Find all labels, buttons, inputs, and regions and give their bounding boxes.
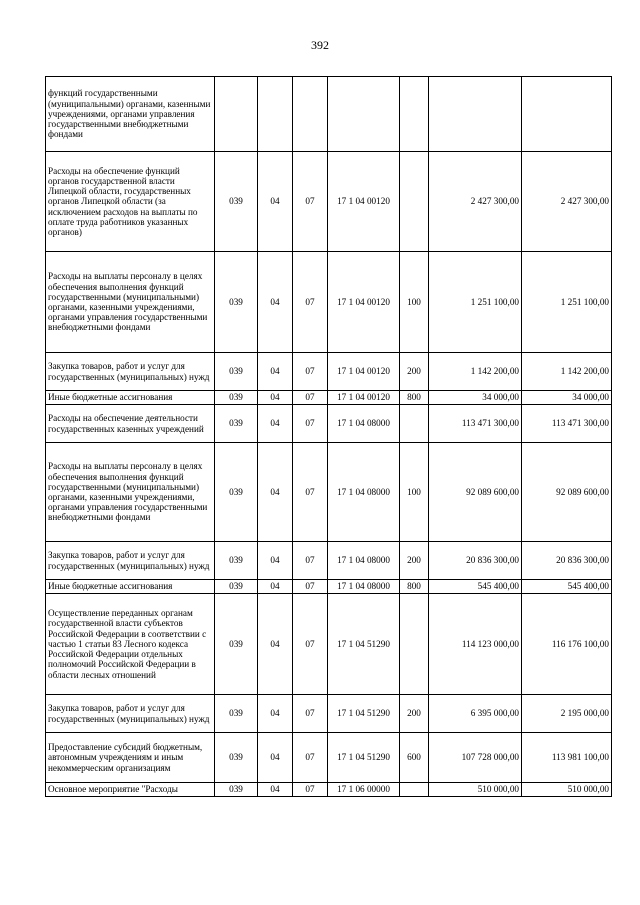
table-row bbox=[46, 391, 612, 405]
sum-first-year: 20 836 300,00 bbox=[429, 542, 522, 580]
target-code: 17 1 04 08000 bbox=[328, 580, 400, 594]
sum-second-year: 545 400,00 bbox=[522, 580, 612, 594]
sum-second-year: 2 427 300,00 bbox=[522, 152, 612, 252]
target-code: 17 1 06 00000 bbox=[328, 783, 400, 797]
subsection-code: 07 bbox=[293, 695, 328, 733]
expense-type-code: 800 bbox=[400, 580, 429, 594]
subsection-code: 07 bbox=[293, 542, 328, 580]
subsection-code: 07 bbox=[293, 594, 328, 695]
sum-second-year: 113 981 100,00 bbox=[522, 733, 612, 783]
admin-code: 039 bbox=[215, 391, 258, 405]
sum-first-year: 107 728 000,00 bbox=[429, 733, 522, 783]
row-name: Расходы на обеспечение деятельности государственных казенных учреждений bbox=[46, 405, 215, 443]
section-code: 04 bbox=[258, 695, 293, 733]
sum-second-year: 34 000,00 bbox=[522, 391, 612, 405]
sum-first-year: 6 395 000,00 bbox=[429, 695, 522, 733]
sum-second-year: 116 176 100,00 bbox=[522, 594, 612, 695]
table-row bbox=[46, 443, 612, 542]
subsection-code: 07 bbox=[293, 443, 328, 542]
sum-second-year: 92 089 600,00 bbox=[522, 443, 612, 542]
target-code: 17 1 04 08000 bbox=[328, 542, 400, 580]
table-row bbox=[46, 695, 612, 733]
admin-code: 039 bbox=[215, 783, 258, 797]
subsection-code: 07 bbox=[293, 353, 328, 391]
sum-second-year: 20 836 300,00 bbox=[522, 542, 612, 580]
admin-code: 039 bbox=[215, 405, 258, 443]
section-code: 04 bbox=[258, 443, 293, 542]
sum-first-year: 510 000,00 bbox=[429, 783, 522, 797]
sum-first-year: 545 400,00 bbox=[429, 580, 522, 594]
target-code: 17 1 04 08000 bbox=[328, 405, 400, 443]
section-code: 04 bbox=[258, 733, 293, 783]
expense-type-code bbox=[400, 594, 429, 695]
target-code: 17 1 04 00120 bbox=[328, 391, 400, 405]
admin-code: 039 bbox=[215, 152, 258, 252]
section-code bbox=[258, 77, 293, 152]
sum-second-year: 113 471 300,00 bbox=[522, 405, 612, 443]
row-name: Закупка товаров, работ и услуг для государственных (муниципальных) нужд bbox=[46, 542, 215, 580]
expense-type-code: 100 bbox=[400, 443, 429, 542]
admin-code: 039 bbox=[215, 252, 258, 353]
admin-code bbox=[215, 77, 258, 152]
row-name: Основное мероприятие "Расходы bbox=[46, 783, 215, 797]
row-name: Закупка товаров, работ и услуг для государственных (муниципальных) нужд bbox=[46, 695, 215, 733]
expense-type-code: 100 bbox=[400, 252, 429, 353]
target-code: 17 1 04 51290 bbox=[328, 594, 400, 695]
sum-first-year: 1 142 200,00 bbox=[429, 353, 522, 391]
section-code: 04 bbox=[258, 353, 293, 391]
expense-type-code bbox=[400, 405, 429, 443]
expense-type-code bbox=[400, 77, 429, 152]
expense-type-code: 800 bbox=[400, 391, 429, 405]
page-number: 392 bbox=[311, 38, 329, 52]
subsection-code: 07 bbox=[293, 783, 328, 797]
section-code: 04 bbox=[258, 391, 293, 405]
table-row bbox=[46, 252, 612, 353]
table-row bbox=[46, 733, 612, 783]
sum-second-year: 1 251 100,00 bbox=[522, 252, 612, 353]
expense-type-code: 200 bbox=[400, 353, 429, 391]
sum-first-year: 113 471 300,00 bbox=[429, 405, 522, 443]
table-row bbox=[46, 783, 612, 797]
section-code: 04 bbox=[258, 580, 293, 594]
sum-first-year: 114 123 000,00 bbox=[429, 594, 522, 695]
target-code: 17 1 04 51290 bbox=[328, 733, 400, 783]
row-name: Расходы на выплаты персоналу в целях обеспечения выполнения функций государственными (муниципальными) органами, казенными учреждениями, органами управления государственными внебюджетными фондами bbox=[46, 443, 215, 542]
sum-second-year bbox=[522, 77, 612, 152]
table-row bbox=[46, 152, 612, 252]
admin-code: 039 bbox=[215, 580, 258, 594]
target-code: 17 1 04 08000 bbox=[328, 443, 400, 542]
admin-code: 039 bbox=[215, 353, 258, 391]
row-name: Предоставление субсидий бюджетным, автономным учреждениям и иным некоммерческим организациям bbox=[46, 733, 215, 783]
subsection-code: 07 bbox=[293, 405, 328, 443]
sum-second-year: 1 142 200,00 bbox=[522, 353, 612, 391]
section-code: 04 bbox=[258, 405, 293, 443]
admin-code: 039 bbox=[215, 443, 258, 542]
subsection-code: 07 bbox=[293, 252, 328, 353]
row-name: Закупка товаров, работ и услуг для государственных (муниципальных) нужд bbox=[46, 353, 215, 391]
row-name: Расходы на выплаты персоналу в целях обеспечения выполнения функций государственными (муниципальными) органами, казенными учреждениями, органами управления государственными внебюджетными фондами bbox=[46, 252, 215, 353]
budget-table bbox=[45, 76, 612, 797]
expense-type-code: 600 bbox=[400, 733, 429, 783]
table-row bbox=[46, 580, 612, 594]
expense-type-code: 200 bbox=[400, 695, 429, 733]
sum-second-year: 2 195 000,00 bbox=[522, 695, 612, 733]
row-name: Иные бюджетные ассигнования bbox=[46, 391, 215, 405]
row-name: Иные бюджетные ассигнования bbox=[46, 580, 215, 594]
sum-first-year: 34 000,00 bbox=[429, 391, 522, 405]
subsection-code: 07 bbox=[293, 580, 328, 594]
row-name: Расходы на обеспечение функций органов государственной власти Липецкой области, государственных органов Липецкой области (за исключением расходов на выплаты по оплате труда работников указанных органов) bbox=[46, 152, 215, 252]
sum-first-year: 2 427 300,00 bbox=[429, 152, 522, 252]
expense-type-code: 200 bbox=[400, 542, 429, 580]
target-code: 17 1 04 51290 bbox=[328, 695, 400, 733]
target-code: 17 1 04 00120 bbox=[328, 353, 400, 391]
expense-type-code bbox=[400, 152, 429, 252]
admin-code: 039 bbox=[215, 695, 258, 733]
table-row bbox=[46, 594, 612, 695]
row-name: Осуществление переданных органам государственной власти субъектов Российской Федерации в соответствии с частью 1 статьи 83 Лесного кодекса Российской Федерации отдельных полномочий Российской Федерации в области лесных отношений bbox=[46, 594, 215, 695]
section-code: 04 bbox=[258, 783, 293, 797]
section-code: 04 bbox=[258, 252, 293, 353]
admin-code: 039 bbox=[215, 542, 258, 580]
target-code: 17 1 04 00120 bbox=[328, 152, 400, 252]
target-code: 17 1 04 00120 bbox=[328, 252, 400, 353]
admin-code: 039 bbox=[215, 594, 258, 695]
row-name: функций государственными (муниципальными) органами, казенными учреждениями, органами управления государственными внебюджетными фондами bbox=[46, 77, 215, 152]
sum-first-year bbox=[429, 77, 522, 152]
expense-type-code bbox=[400, 783, 429, 797]
table-row bbox=[46, 542, 612, 580]
subsection-code: 07 bbox=[293, 152, 328, 252]
subsection-code bbox=[293, 77, 328, 152]
sum-second-year: 510 000,00 bbox=[522, 783, 612, 797]
table-row bbox=[46, 77, 612, 152]
table-row bbox=[46, 405, 612, 443]
section-code: 04 bbox=[258, 152, 293, 252]
admin-code: 039 bbox=[215, 733, 258, 783]
subsection-code: 07 bbox=[293, 733, 328, 783]
section-code: 04 bbox=[258, 542, 293, 580]
sum-first-year: 1 251 100,00 bbox=[429, 252, 522, 353]
target-code bbox=[328, 77, 400, 152]
sum-first-year: 92 089 600,00 bbox=[429, 443, 522, 542]
table-row bbox=[46, 353, 612, 391]
subsection-code: 07 bbox=[293, 391, 328, 405]
section-code: 04 bbox=[258, 594, 293, 695]
